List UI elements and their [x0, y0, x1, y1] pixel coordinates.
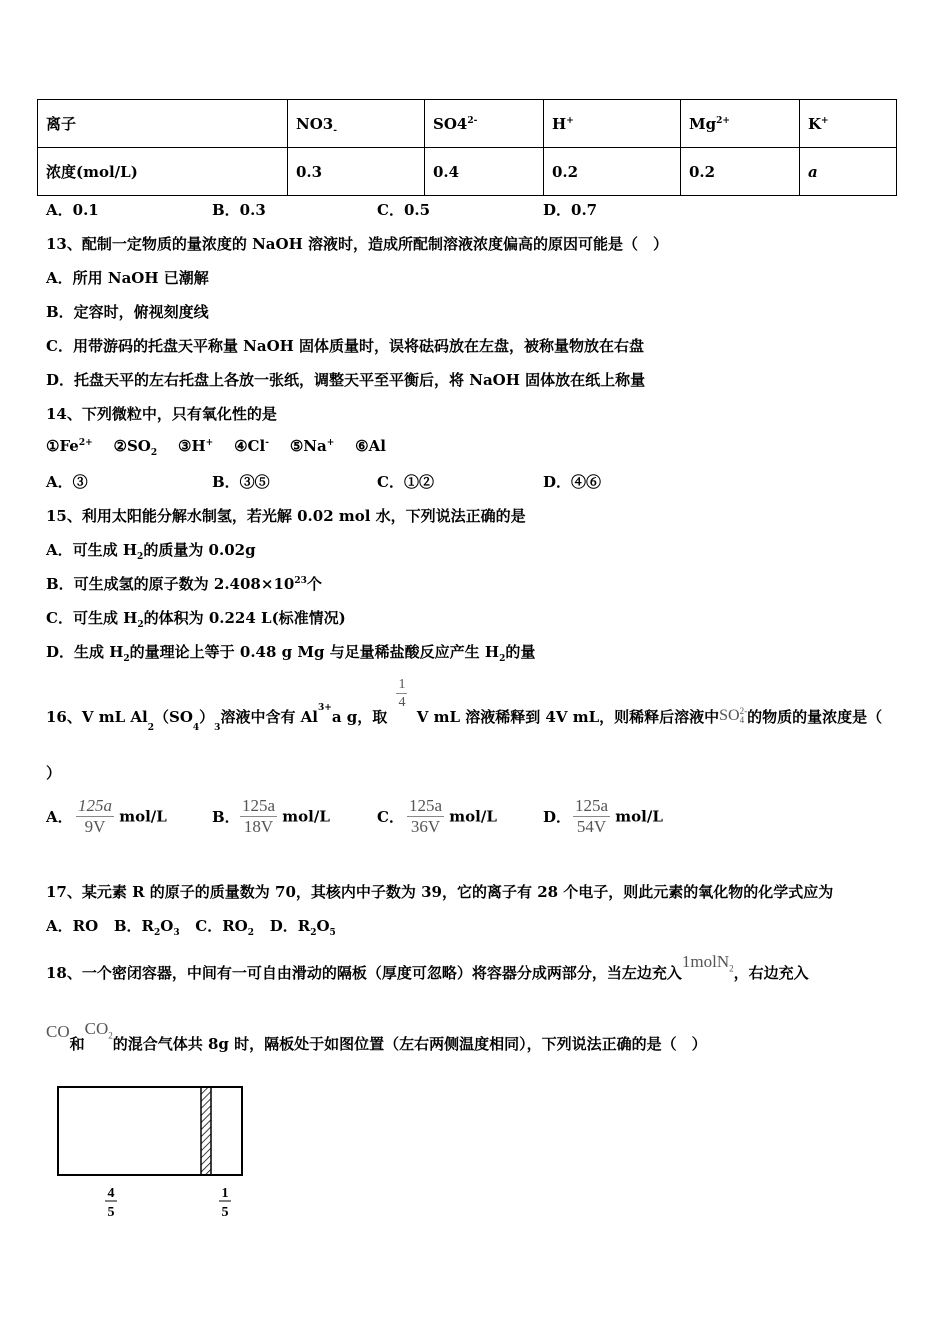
q18-co2-formula: $CO_2$	[84, 1019, 113, 1041]
q18-line2: CO和$CO_2$的混合气体共 8g 时，隔板处于如图位置（左右两侧温度相同），下列说法正确的是（ ）	[46, 1019, 707, 1053]
q13-option-d: D．托盘天平的左右托盘上各放一张纸，调整天平至平衡后，将 NaOH 固体放在纸上称量	[46, 371, 646, 389]
q14-option-a: A．③	[46, 473, 88, 491]
right-fraction-numerator: 1	[221, 1186, 229, 1201]
q12-option-a: A．0.1	[46, 201, 99, 219]
left-fraction-denominator: 5	[107, 1205, 115, 1220]
q12-option-c: C．0.5	[377, 201, 431, 219]
table-cell: 0.4	[425, 148, 544, 196]
table-header-mg: $Mg^{2+}$	[681, 100, 800, 148]
q15-option-a: A．可生成 $H_2$的质量为 0.02g	[46, 541, 256, 562]
q16-option-c: C． $\frac{125a}{36V}$ mol/L	[377, 796, 497, 836]
container-partition-figure	[40, 1078, 260, 1228]
q13-option-c: C．用带游码的托盘天平称量 NaOH 固体质量时，误将砝码放在左盘，被称量物放在右盘	[46, 337, 645, 355]
right-fraction-denominator: 5	[221, 1205, 229, 1220]
q16-quarter-fraction: $\frac{1}{4}$	[398, 677, 406, 710]
partition	[201, 1087, 211, 1175]
q17-options: A．RO B．$R_2O_3$ C．$RO_2$ D．$R_2O_5$	[46, 917, 336, 938]
q15-option-d: D．生成 $H_2$的量理论上等于 0.48 g Mg 与足量稀盐酸反应产生 $H_2$的量	[46, 643, 536, 664]
table-header-row	[38, 100, 897, 148]
q18-n2-formula: 1molN$_2$	[681, 952, 734, 974]
left-fraction-numerator: 4	[107, 1186, 115, 1201]
q13-stem: 13、配制一定物质的量浓度的 NaOH 溶液时，造成所配制溶液浓度偏高的原因可能是（ ）	[46, 235, 668, 253]
q16-option-d: D． $\frac{125a}{54V}$ mol/L	[543, 796, 663, 836]
q18-line1: 18、一个密闭容器，中间有一可自由滑动的隔板（厚度可忽略）将容器分成两部分，当左边充入1molN$_2$，右边充入	[46, 952, 809, 982]
q15-option-c: C．可生成 $H_2$的体积为 0.224 L(标准情况)	[46, 609, 346, 630]
q12-option-d: D．0.7	[543, 201, 598, 219]
q14-stem: 14、下列微粒中，只有氧化性的是	[46, 405, 277, 423]
table-header-no3: $NO3_-$	[288, 100, 425, 148]
table-cell: a	[800, 148, 897, 196]
table-row-label: 浓度(mol/L)	[38, 148, 288, 196]
table-cell: 0.3	[288, 148, 425, 196]
q16-sulfate-ion: SO 2- 4	[719, 705, 748, 725]
container-box	[58, 1087, 242, 1175]
q14-species: $①Fe^{2+}$ $②SO_2$ ③H+ ④Cl- ⑤Na+ ⑥Al	[46, 437, 386, 458]
q13-option-b: B．定容时，俯视刻度线	[46, 303, 209, 321]
table-header-ion: 离子	[38, 100, 288, 148]
q16-stem: 16、V mL $Al_2(SO_4)_3$溶液中含有 $Al^{3+}a$ g，取 $\frac{1}{4}$ V mL 溶液稀释到 4V mL，则稀释后溶液中SO 2- 4 的物质的量浓度是（	[46, 677, 883, 733]
q16-option-b: B． $\frac{125a}{18V}$ mol/L	[212, 796, 330, 836]
table-header-so4: $SO4^{2-}$	[425, 100, 544, 148]
q15-option-b: B．可生成氢的原子数为 $2.408\times 10^{23}$个	[46, 575, 322, 593]
table-cell: 0.2	[681, 148, 800, 196]
table-cell: 0.2	[544, 148, 681, 196]
table-header-h: H+	[544, 100, 681, 148]
q14-option-d: D．④⑥	[543, 473, 602, 491]
q15-stem: 15、利用太阳能分解水制氢，若光解 0.02 mol 水，下列说法正确的是	[46, 507, 526, 525]
q14-option-b: B．③⑤	[212, 473, 270, 491]
q13-option-a: A．所用 NaOH 已潮解	[46, 269, 209, 287]
q16-close-paren: ）	[46, 764, 62, 782]
q18-co-formula: CO	[46, 1022, 70, 1041]
q17-stem: 17、某元素 R 的原子的质量数为 70，其核内中子数为 39，它的离子有 28 个电子，则此元素的氧化物的化学式应为	[46, 883, 834, 901]
q12-option-b: B．0.3	[212, 201, 266, 219]
q16-option-a: A． $\frac{125a}{9V}$ mol/L	[46, 796, 167, 836]
table-row	[38, 148, 897, 196]
table-header-k: K+	[800, 100, 897, 148]
q14-option-c: C．①②	[377, 473, 434, 491]
ion-concentration-table	[37, 99, 897, 196]
